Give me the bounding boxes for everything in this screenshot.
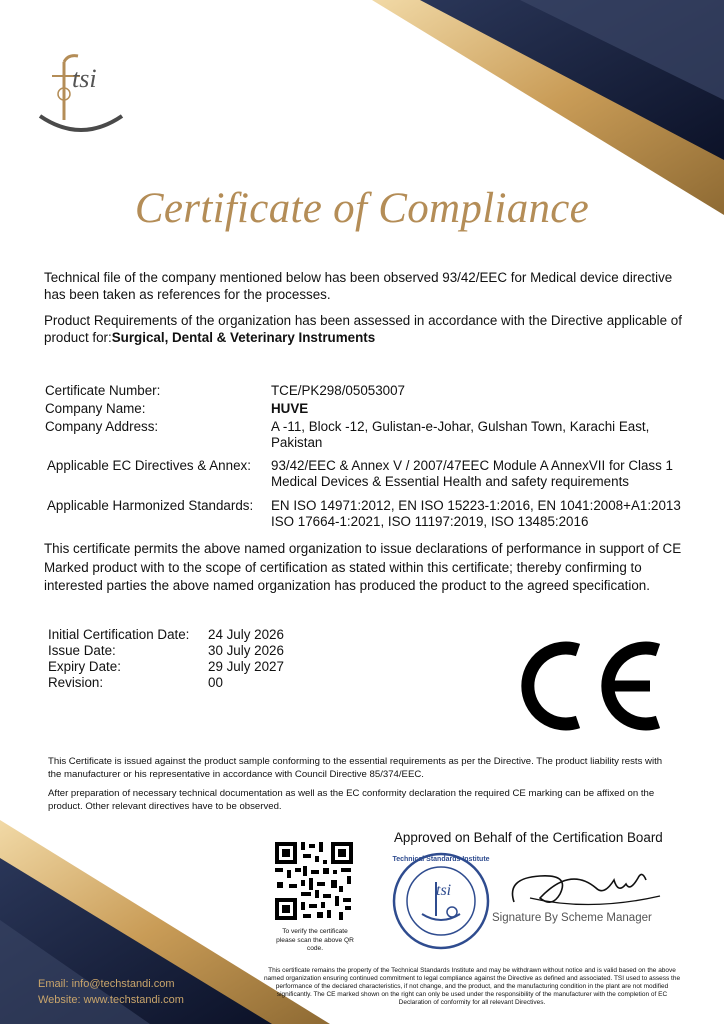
signature-scribble-icon: [500, 858, 670, 918]
directives-label: Applicable EC Directives & Annex:: [47, 458, 251, 473]
certificate-title: Certificate of Compliance: [134, 185, 590, 232]
seal-logo-text: tsi: [436, 882, 452, 899]
seal-text: Technical Standards Institute: [392, 856, 490, 863]
signature: [500, 858, 670, 918]
intro-paragraph-2: [44, 312, 684, 346]
tsi-logo: [36, 44, 126, 134]
disclaimer: This certificate remains the property of the Technical Standards Institute and may be withdrawn without notice and is valid based on the above named organization ensuring continued commitment to legal compliance against the Directive as defined and associated. TSI used to assess the performance of the declared characteristics, if not change, and the product, and the manufacturing condition in the plant are not modified significantly. The CE marked shown on the right can only be used under the responsibility of the manufacturer with the completion of EC Declaration of conformity for all relevant Directives.: [263, 967, 681, 1006]
contact-website[interactable]: Website: www.techstandi.com: [38, 994, 184, 1006]
qr-code-icon: [273, 840, 355, 922]
signature-label: Signature By Scheme Manager: [492, 912, 652, 924]
approval-heading: Approved on Behalf of the Certification Board: [394, 830, 663, 845]
seal-icon: [392, 852, 490, 950]
standards-line-1: EN ISO 14971:2012, EN ISO 15223-1:2016, EN 1041:2008+A1:2013: [271, 498, 681, 513]
expiry-date-label: Expiry Date:: [48, 659, 121, 674]
logo-text: tsi: [72, 64, 97, 93]
initial-date-label: Initial Certification Date:: [48, 627, 190, 642]
company-name: HUVE: [271, 401, 309, 416]
company-name-label: Company Name:: [45, 401, 146, 416]
marking-note: After preparation of necessary technical documentation as well as the EC conformity declaration the required CE marking can be affixed on the product. Other relevant directives have to be observed.: [48, 788, 655, 812]
company-address: A -11, Block -12, Gulistan-e-Johar, Gulshan Town, Karachi East, Pakistan: [271, 419, 650, 450]
revision-label: Revision:: [48, 675, 104, 690]
ce-mark: [508, 640, 668, 732]
qr-code[interactable]: [273, 840, 355, 922]
directives: 93/42/EEC & Annex V / 2007/47EEC Module A AnnexVII for Class 1 Medical Devices & Essential Health and safety requirements: [271, 458, 673, 489]
institute-seal: [392, 852, 490, 950]
ce-mark-icon: [508, 640, 668, 732]
issue-date-label: Issue Date:: [48, 643, 116, 658]
permit-paragraph: This certificate permits the above named organization to issue declarations of performance in support of CE Marked product with to the scope of certification as stated within this certificate; thereby confirming to interested parties the above named organization has produced the product to the agreed specification.: [44, 541, 682, 593]
certificate-number: TCE/PK298/05053007: [271, 383, 406, 398]
issue-date: 30 July 2026: [208, 643, 284, 658]
company-address-label: Company Address:: [45, 419, 159, 434]
qr-caption: To verify the certificate please scan the above QR code.: [276, 928, 354, 952]
contact-email[interactable]: Email: info@techstandi.com: [38, 978, 175, 990]
liability-note: This Certificate is issued against the product sample conforming to the essential requirements as per the Directive. The product liability rests with the manufacturer or his representative in accordance with Council Directive 85/374/EEC.: [48, 756, 663, 780]
product-scope: Surgical, Dental & Veterinary Instruments: [111, 330, 376, 345]
revision: 00: [208, 675, 223, 690]
intro-paragraph-1: Technical file of the company mentioned below has been observed 93/42/EEC for Medical device directive has been taken as references for the processes.: [44, 270, 673, 302]
intro-paragraph-2-text: Product Requirements of the organization has been assessed in accordance with the Directive applicable of product for:: [44, 313, 682, 345]
standards-line-2: ISO 17664-1:2021, ISO 11197:2019, ISO 13485:2016: [271, 514, 589, 529]
certificate-number-label: Certificate Number:: [45, 383, 161, 398]
initial-date: 24 July 2026: [208, 627, 284, 642]
standards-label: Applicable Harmonized Standards:: [47, 498, 254, 513]
expiry-date: 29 July 2027: [208, 659, 284, 674]
